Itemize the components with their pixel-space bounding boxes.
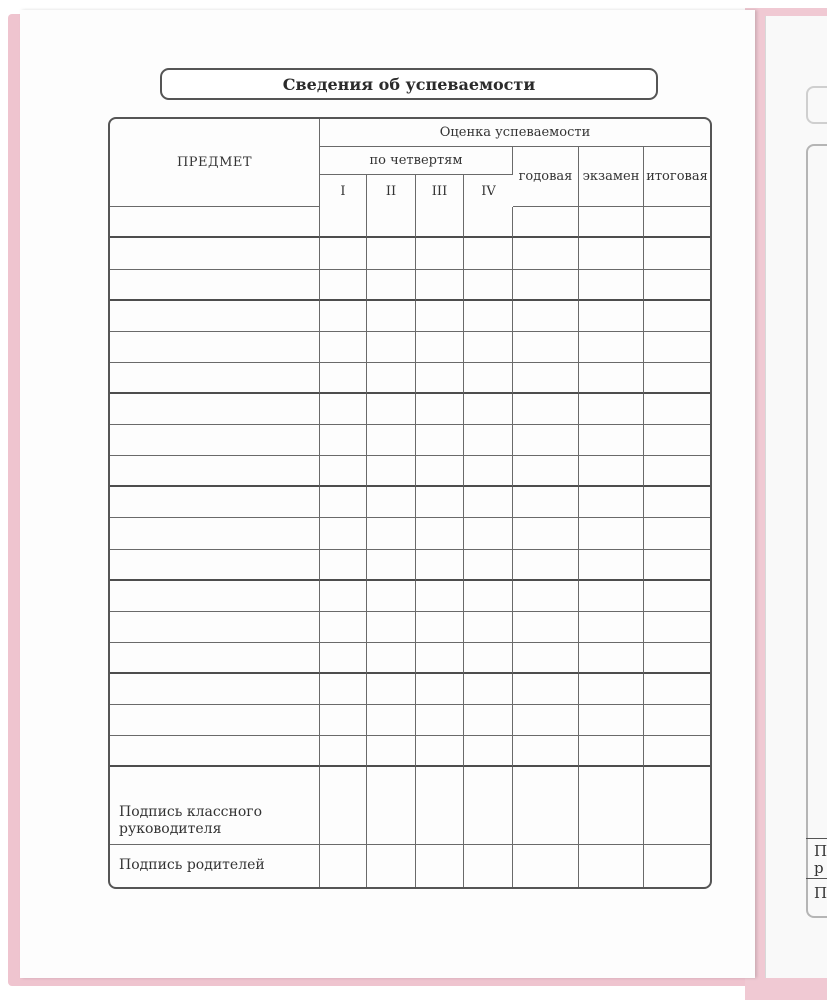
- grade-cell[interactable]: [579, 550, 644, 581]
- grade-cell[interactable]: [416, 270, 464, 301]
- annual-header: годовая: [513, 147, 579, 207]
- right-page: [765, 16, 827, 978]
- grade-cell[interactable]: [367, 332, 416, 363]
- grade-cell[interactable]: [367, 518, 416, 549]
- table-row: [110, 425, 710, 456]
- page-title-text: Сведения об успеваемости: [282, 74, 536, 94]
- table-row: [110, 207, 710, 238]
- grade-cell[interactable]: [513, 487, 579, 518]
- grade-cell[interactable]: [513, 425, 579, 456]
- grade-cell[interactable]: [513, 238, 579, 269]
- signature-cell[interactable]: [367, 799, 416, 845]
- page-title: [160, 68, 658, 100]
- grade-cell[interactable]: [320, 487, 367, 518]
- grade-cell[interactable]: [579, 301, 644, 332]
- subject-cell[interactable]: [110, 581, 320, 612]
- grade-cell[interactable]: [513, 332, 579, 363]
- grade-cell[interactable]: [416, 456, 464, 487]
- subject-cell[interactable]: [110, 270, 320, 301]
- table-row: [110, 332, 710, 363]
- signature-cell[interactable]: [513, 799, 579, 845]
- grade-cell[interactable]: [579, 487, 644, 518]
- grade-cell[interactable]: [367, 238, 416, 269]
- grade-cell[interactable]: [320, 674, 367, 705]
- signature-cell[interactable]: [416, 845, 464, 887]
- grade-cell[interactable]: [416, 332, 464, 363]
- subject-cell[interactable]: [110, 425, 320, 456]
- right-page-rule: [806, 878, 827, 879]
- grade-cell[interactable]: [416, 425, 464, 456]
- grade-cell[interactable]: [579, 270, 644, 301]
- signature-cell[interactable]: [644, 845, 710, 887]
- grade-cell[interactable]: [644, 674, 710, 705]
- subject-cell[interactable]: [110, 456, 320, 487]
- grade-cell[interactable]: [513, 736, 579, 767]
- grade-cell[interactable]: [320, 207, 367, 238]
- grade-cell[interactable]: [513, 767, 579, 798]
- grade-cell[interactable]: [416, 767, 464, 798]
- quarter-1-header: I: [320, 175, 367, 207]
- grade-cell[interactable]: [320, 332, 367, 363]
- grade-cell[interactable]: [579, 612, 644, 643]
- grade-cell[interactable]: [367, 207, 416, 238]
- grade-cell[interactable]: [644, 301, 710, 332]
- table-row: [110, 767, 710, 798]
- table-row: [110, 581, 710, 612]
- grade-cell[interactable]: [416, 487, 464, 518]
- right-page-sig-text: П: [814, 842, 827, 860]
- grade-cell[interactable]: [579, 207, 644, 238]
- grade-cell[interactable]: [644, 705, 710, 736]
- grade-cell[interactable]: [644, 518, 710, 549]
- exam-header: экзамен: [579, 147, 644, 207]
- signature-teacher-label: Подпись классного руководителя: [110, 799, 320, 845]
- grade-cell[interactable]: [513, 674, 579, 705]
- grade-cell[interactable]: [320, 736, 367, 767]
- signature-cell[interactable]: [644, 799, 710, 845]
- grade-cell[interactable]: [513, 270, 579, 301]
- grade-cell[interactable]: [464, 238, 513, 269]
- right-page-rule: [806, 838, 827, 839]
- grade-cell[interactable]: [513, 363, 579, 394]
- grade-cell[interactable]: [464, 394, 513, 425]
- grade-cell[interactable]: [464, 270, 513, 301]
- table-row: [110, 674, 710, 705]
- grade-cell[interactable]: [513, 456, 579, 487]
- table-row: [110, 550, 710, 581]
- grade-cell[interactable]: [644, 456, 710, 487]
- subject-cell[interactable]: [110, 705, 320, 736]
- grade-cell[interactable]: [367, 425, 416, 456]
- grade-cell[interactable]: [579, 425, 644, 456]
- grade-cell[interactable]: [579, 705, 644, 736]
- grade-cell[interactable]: [579, 581, 644, 612]
- grade-cell[interactable]: [513, 643, 579, 674]
- subject-cell[interactable]: [110, 363, 320, 394]
- signature-cell[interactable]: [464, 845, 513, 887]
- subject-cell[interactable]: [110, 643, 320, 674]
- grade-cell[interactable]: [644, 425, 710, 456]
- grade-cell[interactable]: [416, 643, 464, 674]
- table-row: [110, 270, 710, 301]
- grade-cell[interactable]: [513, 518, 579, 549]
- table-row: [110, 736, 710, 767]
- subject-cell[interactable]: [110, 612, 320, 643]
- grade-cell[interactable]: [367, 581, 416, 612]
- grade-cell[interactable]: [464, 487, 513, 518]
- grade-cell[interactable]: [320, 612, 367, 643]
- grade-cell[interactable]: [464, 207, 513, 238]
- grade-cell[interactable]: [464, 767, 513, 798]
- grade-cell[interactable]: [464, 550, 513, 581]
- grade-cell[interactable]: [367, 270, 416, 301]
- grade-cell[interactable]: [416, 301, 464, 332]
- grade-cell[interactable]: [513, 301, 579, 332]
- grade-cell[interactable]: [644, 550, 710, 581]
- grade-cell[interactable]: [320, 425, 367, 456]
- grade-cell[interactable]: [367, 487, 416, 518]
- table-row: [110, 487, 710, 518]
- grade-cell[interactable]: [320, 270, 367, 301]
- grade-cell[interactable]: [579, 643, 644, 674]
- subject-cell[interactable]: [110, 674, 320, 705]
- grade-cell[interactable]: [416, 238, 464, 269]
- table-row: [110, 394, 710, 425]
- grade-cell[interactable]: [320, 581, 367, 612]
- subject-cell[interactable]: [110, 736, 320, 767]
- quarter-2-header: II: [367, 175, 416, 207]
- grade-cell[interactable]: [579, 674, 644, 705]
- grade-cell[interactable]: [579, 332, 644, 363]
- grade-cell[interactable]: [579, 456, 644, 487]
- table-row: [110, 456, 710, 487]
- right-page-title-box: [806, 86, 827, 124]
- grade-cell[interactable]: [320, 394, 367, 425]
- grade-cell[interactable]: [644, 270, 710, 301]
- grade-cell[interactable]: [416, 705, 464, 736]
- grade-header: Оценка успеваемости: [320, 119, 710, 147]
- grade-cell[interactable]: [644, 643, 710, 674]
- grade-cell[interactable]: [320, 301, 367, 332]
- signature-parents-label: Подпись родителей: [110, 845, 320, 887]
- grade-cell[interactable]: [416, 581, 464, 612]
- subject-header: ПРЕДМЕТ: [110, 119, 320, 207]
- signature-cell[interactable]: [416, 799, 464, 845]
- grade-cell[interactable]: [579, 363, 644, 394]
- grade-cell[interactable]: [513, 581, 579, 612]
- grade-cell[interactable]: [644, 612, 710, 643]
- subject-cell[interactable]: [110, 550, 320, 581]
- subject-cell[interactable]: [110, 301, 320, 332]
- grade-cell[interactable]: [416, 674, 464, 705]
- right-page-sig-text: П: [814, 884, 827, 902]
- table-row: [110, 301, 710, 332]
- grade-cell[interactable]: [416, 394, 464, 425]
- grade-cell[interactable]: [367, 643, 416, 674]
- subject-cell[interactable]: [110, 207, 320, 238]
- table-row: [110, 612, 710, 643]
- grade-cell[interactable]: [416, 207, 464, 238]
- grade-cell[interactable]: [367, 705, 416, 736]
- quarters-header: по четвертям: [320, 147, 513, 175]
- grade-cell[interactable]: [367, 767, 416, 798]
- grade-cell[interactable]: [579, 736, 644, 767]
- grades-table: [108, 117, 712, 889]
- grade-cell[interactable]: [367, 674, 416, 705]
- table-row: [110, 518, 710, 549]
- grade-cell[interactable]: [644, 363, 710, 394]
- grade-cell[interactable]: [416, 363, 464, 394]
- grade-cell[interactable]: [367, 550, 416, 581]
- grade-cell[interactable]: [464, 332, 513, 363]
- grade-cell[interactable]: [320, 550, 367, 581]
- grade-cell[interactable]: [513, 612, 579, 643]
- grade-cell[interactable]: [320, 643, 367, 674]
- subject-cell[interactable]: [110, 238, 320, 269]
- subject-cell[interactable]: [110, 332, 320, 363]
- subject-cell[interactable]: [110, 767, 320, 798]
- quarter-3-header: III: [416, 175, 464, 207]
- grade-cell[interactable]: [464, 518, 513, 549]
- table-row: [110, 363, 710, 394]
- grade-cell[interactable]: [320, 456, 367, 487]
- grade-cell[interactable]: [320, 767, 367, 798]
- grade-cell[interactable]: [367, 736, 416, 767]
- right-page-table: [806, 144, 827, 918]
- grade-cell[interactable]: [464, 612, 513, 643]
- table-row: [110, 643, 710, 674]
- grade-cell[interactable]: [367, 456, 416, 487]
- grade-cell[interactable]: [320, 238, 367, 269]
- final-header: итоговая: [644, 147, 710, 207]
- grade-cell[interactable]: [464, 363, 513, 394]
- grade-cell[interactable]: [579, 767, 644, 798]
- signature-cell[interactable]: [320, 799, 367, 845]
- signature-cell[interactable]: [579, 799, 644, 845]
- grade-cell[interactable]: [464, 581, 513, 612]
- grade-cell[interactable]: [644, 207, 710, 238]
- grade-cell[interactable]: [367, 394, 416, 425]
- grade-cell[interactable]: [464, 456, 513, 487]
- grade-cell[interactable]: [416, 612, 464, 643]
- grade-cell[interactable]: [644, 736, 710, 767]
- quarter-4-header: IV: [481, 183, 496, 199]
- grade-cell[interactable]: [644, 332, 710, 363]
- grade-cell[interactable]: [464, 301, 513, 332]
- subject-cell[interactable]: [110, 394, 320, 425]
- grade-cell[interactable]: [464, 705, 513, 736]
- subject-cell[interactable]: [110, 518, 320, 549]
- signature-cell[interactable]: [464, 799, 513, 845]
- signature-cell[interactable]: [367, 845, 416, 887]
- grade-cell[interactable]: [416, 736, 464, 767]
- grade-cell[interactable]: [644, 487, 710, 518]
- signature-cell[interactable]: [513, 845, 579, 887]
- grade-cell[interactable]: [320, 363, 367, 394]
- grade-cell[interactable]: [513, 705, 579, 736]
- grade-cell[interactable]: [464, 425, 513, 456]
- signature-cell[interactable]: [579, 845, 644, 887]
- grade-cell[interactable]: [579, 518, 644, 549]
- grade-cell[interactable]: [644, 394, 710, 425]
- grade-cell[interactable]: [320, 705, 367, 736]
- signature-cell[interactable]: [320, 845, 367, 887]
- grade-cell[interactable]: [464, 643, 513, 674]
- grade-cell[interactable]: [464, 674, 513, 705]
- grade-cell[interactable]: [644, 767, 710, 798]
- grade-cell[interactable]: [513, 550, 579, 581]
- grade-cell[interactable]: [367, 612, 416, 643]
- table-row: [110, 705, 710, 736]
- grade-cell[interactable]: [579, 394, 644, 425]
- grade-cell[interactable]: [367, 301, 416, 332]
- right-page-sig-text: р: [814, 859, 824, 877]
- grade-cell[interactable]: [579, 238, 644, 269]
- grade-cell[interactable]: [367, 363, 416, 394]
- grade-cell[interactable]: [464, 736, 513, 767]
- grade-cell[interactable]: [644, 581, 710, 612]
- grade-cell[interactable]: [320, 518, 367, 549]
- grade-cell[interactable]: [513, 207, 579, 238]
- grade-cell[interactable]: [416, 518, 464, 549]
- grade-cell[interactable]: [513, 394, 579, 425]
- grade-cell[interactable]: [644, 238, 710, 269]
- table-row: [110, 238, 710, 269]
- subject-cell[interactable]: [110, 487, 320, 518]
- grade-cell[interactable]: [416, 550, 464, 581]
